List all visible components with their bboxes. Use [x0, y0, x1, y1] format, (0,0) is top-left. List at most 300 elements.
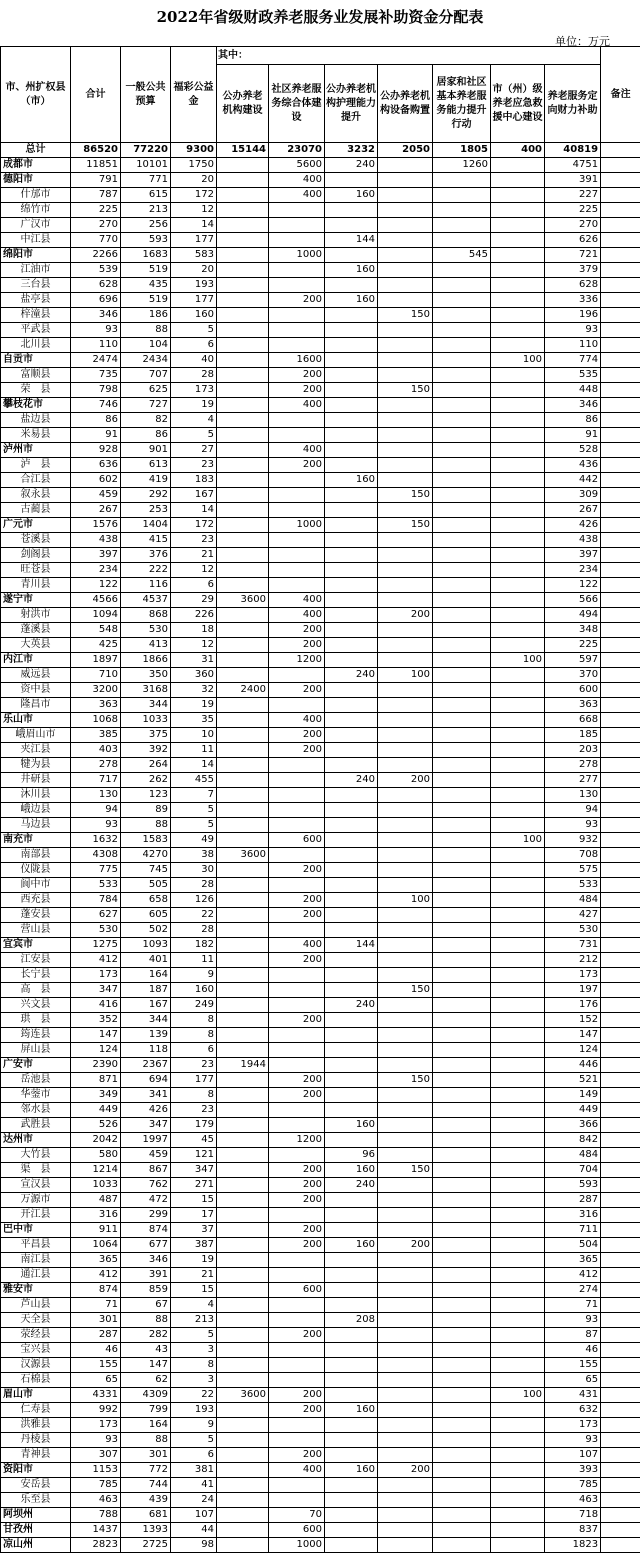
value-cell: 45: [171, 1133, 217, 1148]
value-cell: [491, 1358, 545, 1373]
value-cell: 100: [491, 353, 545, 368]
value-cell: [491, 1403, 545, 1418]
value-cell: [491, 518, 545, 533]
value-cell: [433, 878, 491, 893]
value-cell: [378, 578, 433, 593]
value-cell: [217, 1478, 269, 1493]
value-cell: 94: [545, 803, 601, 818]
value-cell: [491, 923, 545, 938]
value-cell: 426: [545, 518, 601, 533]
value-cell: 19: [171, 698, 217, 713]
value-cell: [601, 1088, 640, 1103]
region-name-cell: 成都市: [1, 158, 71, 173]
value-cell: 350: [121, 668, 171, 683]
value-cell: 155: [545, 1358, 601, 1373]
value-cell: [601, 623, 640, 638]
value-cell: [217, 623, 269, 638]
value-cell: [378, 428, 433, 443]
region-name-cell: 长宁县: [1, 968, 71, 983]
value-cell: 200: [269, 1088, 325, 1103]
value-cell: 992: [71, 1403, 121, 1418]
value-cell: [217, 653, 269, 668]
value-cell: 264: [121, 758, 171, 773]
region-name-cell: 邻水县: [1, 1103, 71, 1118]
value-cell: [325, 968, 378, 983]
value-cell: 150: [378, 308, 433, 323]
value-cell: [217, 218, 269, 233]
value-cell: 253: [121, 503, 171, 518]
value-cell: 463: [71, 1493, 121, 1508]
value-cell: [433, 428, 491, 443]
value-cell: 150: [378, 488, 433, 503]
value-cell: 400: [269, 1463, 325, 1478]
value-cell: [378, 473, 433, 488]
region-name-cell: 遂宁市: [1, 593, 71, 608]
region-name-cell: 乐山市: [1, 713, 71, 728]
value-cell: 400: [491, 143, 545, 158]
value-cell: 727: [121, 398, 171, 413]
value-cell: 615: [121, 188, 171, 203]
value-cell: 150: [378, 1163, 433, 1178]
value-cell: 791: [71, 173, 121, 188]
value-cell: [217, 1493, 269, 1508]
header-emergency-center: 市（州）级养老应急救援中心建设: [491, 65, 545, 143]
value-cell: 397: [545, 548, 601, 563]
value-cell: 677: [121, 1238, 171, 1253]
value-cell: [217, 863, 269, 878]
value-cell: 43: [121, 1343, 171, 1358]
value-cell: 200: [269, 1178, 325, 1193]
value-cell: 282: [121, 1328, 171, 1343]
value-cell: [601, 1463, 640, 1478]
value-cell: 200: [269, 1163, 325, 1178]
value-cell: [601, 203, 640, 218]
county-row: [1, 683, 640, 698]
value-cell: 240: [325, 158, 378, 173]
value-cell: [217, 1403, 269, 1418]
value-cell: [269, 488, 325, 503]
value-cell: [601, 488, 640, 503]
value-cell: 179: [171, 1118, 217, 1133]
value-cell: 1000: [269, 518, 325, 533]
value-cell: [601, 548, 640, 563]
value-cell: [601, 713, 640, 728]
value-cell: [601, 533, 640, 548]
value-cell: [601, 1478, 640, 1493]
value-cell: 436: [545, 458, 601, 473]
value-cell: [433, 1238, 491, 1253]
value-cell: [601, 1268, 640, 1283]
value-cell: [269, 278, 325, 293]
value-cell: 88: [121, 1313, 171, 1328]
value-cell: [217, 938, 269, 953]
value-cell: [601, 1343, 640, 1358]
value-cell: 100: [378, 893, 433, 908]
value-cell: [325, 503, 378, 518]
value-cell: 2725: [121, 1538, 171, 1553]
value-cell: 837: [545, 1523, 601, 1538]
value-cell: 625: [121, 383, 171, 398]
value-cell: 400: [269, 398, 325, 413]
value-cell: 1200: [269, 653, 325, 668]
value-cell: 213: [171, 1313, 217, 1328]
value-cell: 774: [545, 353, 601, 368]
value-cell: [217, 1538, 269, 1553]
value-cell: [433, 758, 491, 773]
value-cell: 200: [378, 1238, 433, 1253]
value-cell: [433, 923, 491, 938]
value-cell: [378, 353, 433, 368]
value-cell: [217, 728, 269, 743]
value-cell: [601, 758, 640, 773]
value-cell: [378, 1088, 433, 1103]
value-cell: [325, 1253, 378, 1268]
header-equipment-purchase: 公办养老机构设备购置: [378, 65, 433, 143]
value-cell: [269, 983, 325, 998]
value-cell: 530: [121, 623, 171, 638]
value-cell: 1805: [433, 143, 491, 158]
value-cell: [217, 293, 269, 308]
region-name-cell: 什邡市: [1, 188, 71, 203]
value-cell: [325, 1508, 378, 1523]
county-row: [1, 563, 640, 578]
value-cell: [433, 1193, 491, 1208]
value-cell: [433, 473, 491, 488]
value-cell: 5: [171, 818, 217, 833]
value-cell: 110: [71, 338, 121, 353]
region-name-cell: 仪陇县: [1, 863, 71, 878]
value-cell: 226: [171, 608, 217, 623]
value-cell: 3600: [217, 848, 269, 863]
value-cell: [217, 803, 269, 818]
value-cell: [491, 1493, 545, 1508]
value-cell: [433, 233, 491, 248]
value-cell: 144: [325, 938, 378, 953]
value-cell: [217, 1238, 269, 1253]
value-cell: [269, 1313, 325, 1328]
header-home-community-service: 居家和社区基本养老服务能力提升行动: [433, 65, 491, 143]
value-cell: [491, 1328, 545, 1343]
region-name-cell: 乐至县: [1, 1493, 71, 1508]
value-cell: [433, 518, 491, 533]
value-cell: [217, 518, 269, 533]
value-cell: [433, 173, 491, 188]
value-cell: [378, 1478, 433, 1493]
county-row: [1, 1088, 640, 1103]
county-row: [1, 788, 640, 803]
value-cell: 147: [545, 1028, 601, 1043]
value-cell: [601, 1178, 640, 1193]
value-cell: [217, 1133, 269, 1148]
value-cell: 240: [325, 998, 378, 1013]
value-cell: 196: [545, 308, 601, 323]
value-cell: [217, 563, 269, 578]
value-cell: 15: [171, 1193, 217, 1208]
value-cell: [433, 938, 491, 953]
value-cell: [601, 1388, 640, 1403]
value-cell: [217, 1268, 269, 1283]
value-cell: 494: [545, 608, 601, 623]
city-row: [1, 593, 640, 608]
value-cell: [433, 713, 491, 728]
value-cell: 91: [71, 428, 121, 443]
header-region: 市、州扩权县（市）: [1, 47, 71, 143]
value-cell: 94: [71, 803, 121, 818]
value-cell: [217, 173, 269, 188]
value-cell: [433, 488, 491, 503]
value-cell: 200: [378, 773, 433, 788]
value-cell: 14: [171, 218, 217, 233]
city-row: [1, 938, 640, 953]
value-cell: 4308: [71, 848, 121, 863]
value-cell: 270: [71, 218, 121, 233]
region-name-cell: 中江县: [1, 233, 71, 248]
value-cell: 23070: [269, 143, 325, 158]
value-cell: 502: [121, 923, 171, 938]
value-cell: [325, 878, 378, 893]
region-name-cell: 盐边县: [1, 413, 71, 428]
value-cell: [601, 1298, 640, 1313]
value-cell: 164: [121, 968, 171, 983]
value-cell: [491, 623, 545, 638]
county-row: [1, 488, 640, 503]
value-cell: [269, 233, 325, 248]
value-cell: [378, 1343, 433, 1358]
value-cell: 1750: [171, 158, 217, 173]
value-cell: [217, 443, 269, 458]
value-cell: [378, 1223, 433, 1238]
county-row: [1, 698, 640, 713]
value-cell: [491, 608, 545, 623]
value-cell: [433, 1163, 491, 1178]
value-cell: [378, 1493, 433, 1508]
value-cell: [433, 203, 491, 218]
value-cell: 744: [121, 1478, 171, 1493]
value-cell: 1576: [71, 518, 121, 533]
value-cell: [433, 398, 491, 413]
value-cell: [378, 233, 433, 248]
region-name-cell: 筠连县: [1, 1028, 71, 1043]
value-cell: [217, 548, 269, 563]
region-name-cell: 峨眉山市: [1, 728, 71, 743]
value-cell: [601, 1028, 640, 1043]
value-cell: [378, 1418, 433, 1433]
value-cell: [601, 983, 640, 998]
county-row: [1, 758, 640, 773]
value-cell: 3: [171, 1343, 217, 1358]
value-cell: [217, 578, 269, 593]
region-name-cell: 古蔺县: [1, 503, 71, 518]
value-cell: [378, 863, 433, 878]
value-cell: [269, 413, 325, 428]
value-cell: 91: [545, 428, 601, 443]
value-cell: 173: [171, 383, 217, 398]
value-cell: [378, 1178, 433, 1193]
value-cell: 93: [545, 1313, 601, 1328]
region-name-cell: 大英县: [1, 638, 71, 653]
value-cell: 11: [171, 743, 217, 758]
county-row: [1, 233, 640, 248]
value-cell: [378, 398, 433, 413]
value-cell: [378, 743, 433, 758]
value-cell: 160: [325, 188, 378, 203]
value-cell: [378, 1508, 433, 1523]
value-cell: 200: [269, 1223, 325, 1238]
value-cell: [269, 998, 325, 1013]
value-cell: 4566: [71, 593, 121, 608]
value-cell: [378, 623, 433, 638]
value-cell: [601, 1418, 640, 1433]
value-cell: 566: [545, 593, 601, 608]
value-cell: [378, 1298, 433, 1313]
value-cell: 193: [171, 278, 217, 293]
value-cell: [491, 968, 545, 983]
value-cell: 126: [171, 893, 217, 908]
value-cell: [378, 563, 433, 578]
region-name-cell: 自贡市: [1, 353, 71, 368]
value-cell: [433, 1013, 491, 1028]
region-name-cell: 西充县: [1, 893, 71, 908]
value-cell: [325, 398, 378, 413]
value-cell: [491, 668, 545, 683]
value-cell: [325, 338, 378, 353]
value-cell: 504: [545, 1238, 601, 1253]
value-cell: [491, 983, 545, 998]
value-cell: [269, 758, 325, 773]
value-cell: [491, 1373, 545, 1388]
value-cell: 366: [545, 1118, 601, 1133]
value-cell: [601, 1493, 640, 1508]
value-cell: [378, 338, 433, 353]
value-cell: 799: [121, 1403, 171, 1418]
value-cell: 44: [171, 1523, 217, 1538]
value-cell: [433, 998, 491, 1013]
value-cell: [217, 698, 269, 713]
value-cell: 160: [171, 983, 217, 998]
value-cell: [433, 533, 491, 548]
value-cell: [491, 293, 545, 308]
value-cell: 785: [71, 1478, 121, 1493]
value-cell: 1094: [71, 608, 121, 623]
value-cell: [378, 713, 433, 728]
value-cell: [217, 1223, 269, 1238]
value-cell: 160: [325, 473, 378, 488]
value-cell: [601, 443, 640, 458]
region-name-cell: 总计: [1, 143, 71, 158]
value-cell: [601, 1313, 640, 1328]
value-cell: [217, 878, 269, 893]
value-cell: [601, 563, 640, 578]
value-cell: [378, 638, 433, 653]
value-cell: [217, 773, 269, 788]
value-cell: [491, 1283, 545, 1298]
value-cell: [325, 563, 378, 578]
value-cell: 717: [71, 773, 121, 788]
value-cell: [433, 1088, 491, 1103]
value-cell: [217, 1193, 269, 1208]
value-cell: [325, 923, 378, 938]
value-cell: 1275: [71, 938, 121, 953]
value-cell: [433, 1028, 491, 1043]
value-cell: [325, 803, 378, 818]
region-name-cell: 渠 县: [1, 1163, 71, 1178]
value-cell: [491, 1118, 545, 1133]
value-cell: [269, 818, 325, 833]
value-cell: 379: [545, 263, 601, 278]
value-cell: [378, 1328, 433, 1343]
value-cell: 182: [171, 938, 217, 953]
value-cell: [601, 1283, 640, 1298]
county-row: [1, 878, 640, 893]
value-cell: 425: [71, 638, 121, 653]
value-cell: 167: [121, 998, 171, 1013]
value-cell: [491, 908, 545, 923]
value-cell: [433, 638, 491, 653]
value-cell: [433, 908, 491, 923]
value-cell: 88: [121, 1433, 171, 1448]
value-cell: [217, 1028, 269, 1043]
header-note: 备注: [601, 47, 640, 143]
value-cell: 1404: [121, 518, 171, 533]
value-cell: 122: [545, 578, 601, 593]
value-cell: 5: [171, 1433, 217, 1448]
value-cell: 1632: [71, 833, 121, 848]
value-cell: 2390: [71, 1058, 121, 1073]
value-cell: [433, 803, 491, 818]
value-cell: 270: [545, 218, 601, 233]
value-cell: [433, 1223, 491, 1238]
value-cell: 708: [545, 848, 601, 863]
value-cell: 18: [171, 623, 217, 638]
value-cell: [269, 263, 325, 278]
region-name-cell: 隆昌市: [1, 698, 71, 713]
value-cell: [269, 1373, 325, 1388]
value-cell: 575: [545, 863, 601, 878]
value-cell: 446: [545, 1058, 601, 1073]
region-name-cell: 石棉县: [1, 1373, 71, 1388]
value-cell: 86: [121, 428, 171, 443]
value-cell: 4: [171, 1298, 217, 1313]
region-name-cell: 夹江县: [1, 743, 71, 758]
value-cell: [325, 1538, 378, 1553]
value-cell: [433, 413, 491, 428]
value-cell: [217, 1013, 269, 1028]
value-cell: 14: [171, 503, 217, 518]
value-cell: [378, 533, 433, 548]
value-cell: 152: [545, 1013, 601, 1028]
value-cell: [433, 953, 491, 968]
value-cell: [217, 488, 269, 503]
city-row: [1, 1133, 640, 1148]
value-cell: [217, 1328, 269, 1343]
value-cell: 1000: [269, 248, 325, 263]
value-cell: [433, 368, 491, 383]
value-cell: [433, 308, 491, 323]
city-row: [1, 1283, 640, 1298]
county-row: [1, 773, 640, 788]
value-cell: 352: [71, 1013, 121, 1028]
value-cell: 391: [121, 1268, 171, 1283]
value-cell: [325, 1283, 378, 1298]
value-cell: [269, 1253, 325, 1268]
value-cell: 2400: [217, 683, 269, 698]
value-cell: [433, 668, 491, 683]
county-row: [1, 998, 640, 1013]
region-name-cell: 武胜县: [1, 1118, 71, 1133]
value-cell: 49: [171, 833, 217, 848]
value-cell: 2367: [121, 1058, 171, 1073]
value-cell: [217, 353, 269, 368]
